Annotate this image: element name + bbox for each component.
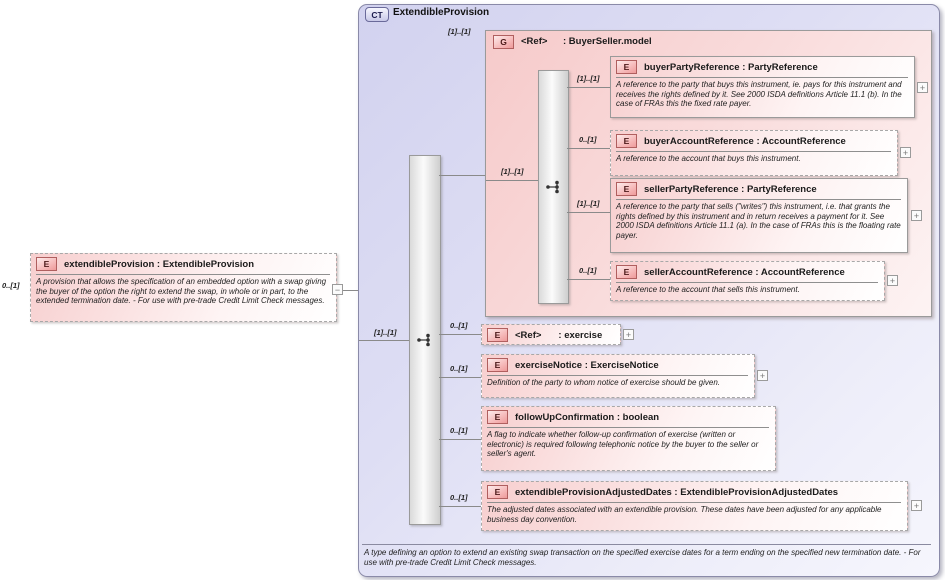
connector-line bbox=[359, 340, 409, 341]
element-name: <Ref> bbox=[515, 329, 542, 341]
element-followUpConfirmation[interactable] bbox=[481, 406, 776, 471]
element-badge: E bbox=[487, 410, 508, 424]
connector-line bbox=[343, 290, 358, 291]
sequence-connector-inner[interactable] bbox=[538, 70, 569, 304]
element-title: followUpConfirmation : boolean bbox=[515, 411, 660, 423]
element-badge: E bbox=[616, 60, 637, 74]
element-badge: E bbox=[616, 182, 637, 196]
expand-icon[interactable]: + bbox=[900, 147, 911, 158]
element-title: sellerPartyReference : PartyReference bbox=[644, 183, 817, 195]
element-title: buyerAccountReference : AccountReference bbox=[644, 135, 846, 147]
element-ref-exercise[interactable] bbox=[481, 324, 621, 345]
expand-icon[interactable]: + bbox=[757, 370, 768, 381]
element-extendibleProvisionAdjustedDates[interactable] bbox=[481, 481, 908, 531]
element-badge: E bbox=[616, 265, 637, 279]
element-title: buyerPartyReference : PartyReference bbox=[644, 61, 818, 73]
element-title: extendibleProvision : ExtendibleProvision bbox=[64, 258, 255, 270]
connector-line bbox=[439, 334, 481, 335]
expand-icon[interactable]: + bbox=[623, 329, 634, 340]
expand-icon[interactable]: + bbox=[917, 82, 928, 93]
connector-line bbox=[567, 87, 610, 88]
element-sellerAccountReference[interactable] bbox=[610, 261, 885, 301]
element-extendibleProvision[interactable] bbox=[30, 253, 337, 322]
type-annotation: A type defining an option to extend an existing swap transaction on the specified exercise dates for a term ending on the specified new termination date. - For use with pre-trade Credit Limit Check messages. bbox=[364, 548, 921, 567]
element-badge: E bbox=[487, 328, 508, 342]
element-buyerAccountReference[interactable] bbox=[610, 130, 898, 176]
sequence-icon bbox=[545, 180, 563, 194]
cardinality-label: 0..[1] bbox=[450, 364, 468, 373]
cardinality-label: [1]..[1] bbox=[374, 328, 397, 337]
element-type: : exercise bbox=[558, 329, 603, 341]
element-annotation: A reference to the party that sells ("writes") this instrument, i.e. that grants the rights defined by this instrument and in return receives a payment for it. See 2000 ISDA definitions Article 11.1 (a). In the case of FRAs this is the floating rate payer. bbox=[616, 199, 901, 240]
complex-type-badge: CT bbox=[365, 7, 389, 22]
connector-line bbox=[567, 279, 610, 280]
connector-line bbox=[567, 212, 610, 213]
cardinality-label: [1]..[1] bbox=[577, 74, 600, 83]
group-name: <Ref> bbox=[521, 36, 548, 47]
element-title: exerciseNotice : ExerciseNotice bbox=[515, 359, 659, 371]
element-title: sellerAccountReference : AccountReference bbox=[644, 266, 845, 278]
element-badge: E bbox=[487, 358, 508, 372]
cardinality-label: 0..[1] bbox=[579, 266, 597, 275]
connector-line bbox=[439, 175, 485, 176]
element-annotation: A flag to indicate whether follow-up confirmation of exercise (written or electronic) is required following telephonic notice by the buyer to the seller or seller's agent. bbox=[487, 427, 769, 459]
connector-line bbox=[439, 506, 481, 507]
cardinality-label: 0..[1] bbox=[2, 281, 20, 290]
element-badge: E bbox=[36, 257, 57, 271]
sequence-connector-outer[interactable] bbox=[409, 155, 441, 525]
cardinality-label: 0..[1] bbox=[450, 321, 468, 330]
element-annotation: A reference to the account that sells this instrument. bbox=[616, 282, 878, 295]
footer-divider bbox=[362, 544, 931, 545]
expand-icon[interactable]: + bbox=[911, 210, 922, 221]
expand-icon[interactable]: + bbox=[911, 500, 922, 511]
connector-line bbox=[439, 439, 481, 440]
element-badge: E bbox=[487, 485, 508, 499]
element-annotation: A reference to the party that buys this instrument, ie. pays for this instrument and receives the rights defined by it. See 2000 ISDA definitions Article 11.1 (b). In the case of FRAs this the fixed rate payer. bbox=[616, 77, 908, 109]
element-exerciseNotice[interactable] bbox=[481, 354, 755, 398]
cardinality-label: [1]..[1] bbox=[448, 27, 471, 36]
sequence-icon bbox=[416, 333, 434, 347]
cardinality-label: 0..[1] bbox=[450, 426, 468, 435]
cardinality-label: [1]..[1] bbox=[577, 199, 600, 208]
group-badge: G bbox=[493, 35, 514, 49]
element-annotation: A provision that allows the specification of an embedded option with a swap giving the buyer of the option the right to extend the swap, in whole or in part, to the extended termination date. - For use with pre-trade Credit Limit Check messages. bbox=[36, 274, 330, 306]
expand-icon[interactable]: + bbox=[887, 275, 898, 286]
element-sellerPartyReference[interactable] bbox=[610, 178, 908, 253]
complex-type-title: ExtendibleProvision bbox=[393, 7, 490, 18]
connector-line bbox=[486, 180, 538, 181]
cardinality-label: [1]..[1] bbox=[501, 167, 524, 176]
cardinality-label: 0..[1] bbox=[450, 493, 468, 502]
element-annotation: A reference to the account that buys this instrument. bbox=[616, 151, 891, 164]
element-annotation: Definition of the party to whom notice of exercise should be given. bbox=[487, 375, 748, 388]
element-title: extendibleProvisionAdjustedDates : ExtendibleProvisionAdjustedDates bbox=[515, 486, 839, 498]
group-type: : BuyerSeller.model bbox=[563, 36, 652, 47]
element-annotation: The adjusted dates associated with an extendible provision. These dates have been adjusted for any applicable business day convention. bbox=[487, 502, 901, 524]
element-buyerPartyReference[interactable] bbox=[610, 56, 915, 118]
collapse-icon[interactable]: − bbox=[332, 284, 343, 295]
element-badge: E bbox=[616, 134, 637, 148]
cardinality-label: 0..[1] bbox=[579, 135, 597, 144]
connector-line bbox=[567, 148, 610, 149]
connector-line bbox=[439, 377, 481, 378]
